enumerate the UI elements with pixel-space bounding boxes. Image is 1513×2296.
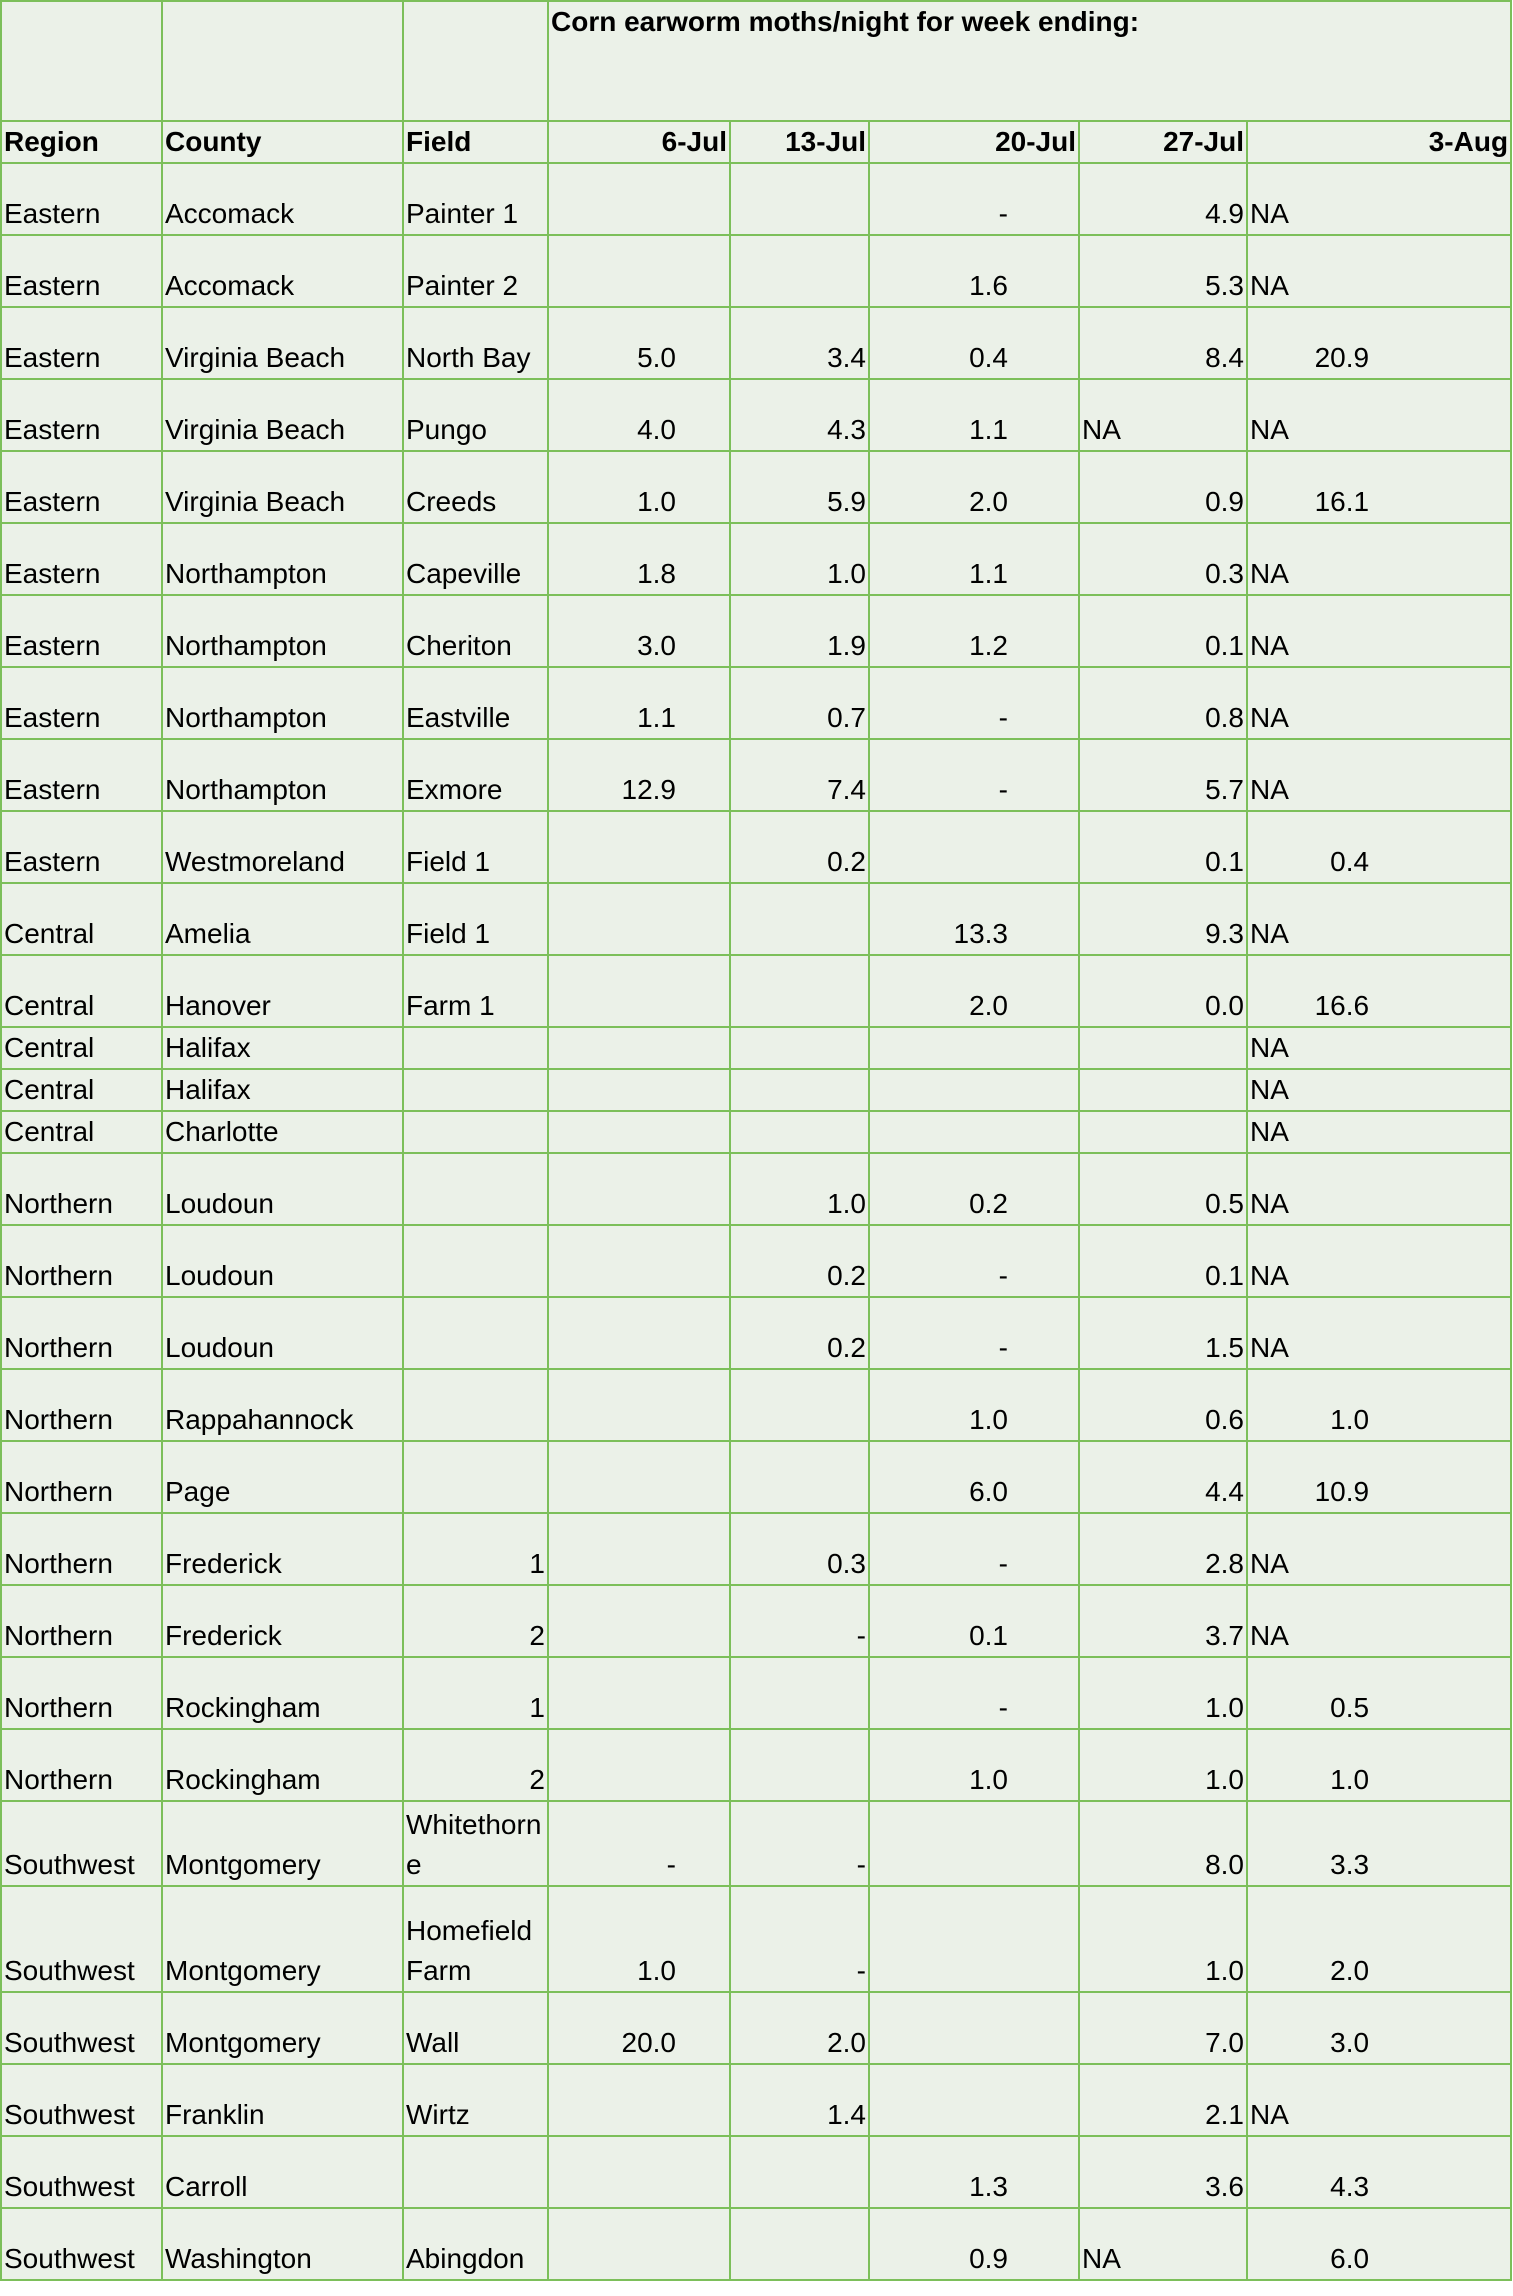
county-cell: Rockingham: [162, 1729, 403, 1801]
table-row: [1, 1992, 1511, 2064]
week-5-value: NA: [1247, 523, 1511, 595]
week-3-value: 1.0: [869, 1369, 1079, 1441]
table-row: [1, 1153, 1511, 1225]
week-2-value: [730, 1111, 869, 1153]
table-row: [1, 1441, 1511, 1513]
field-cell: Farm 1: [403, 955, 548, 1027]
week-2-value: 7.4: [730, 739, 869, 811]
week-1-value: [548, 1297, 730, 1369]
week-5-value: 1.0: [1247, 1369, 1511, 1441]
week-2-value: -: [730, 1801, 869, 1886]
week-4-value: 0.8: [1079, 667, 1247, 739]
region-cell: Northern: [1, 1297, 162, 1369]
week-5-value: 16.1: [1247, 451, 1511, 523]
table-row: [1, 2208, 1511, 2280]
week-1-value: [548, 1441, 730, 1513]
table-row: [1, 1657, 1511, 1729]
week-5-value: 0.5: [1247, 1657, 1511, 1729]
county-cell: Accomack: [162, 163, 403, 235]
field-cell: Field 1: [403, 811, 548, 883]
week-1-value: [548, 1729, 730, 1801]
week-4-value: 1.0: [1079, 1657, 1247, 1729]
week-4-value: [1079, 1069, 1247, 1111]
week-1-value: [548, 1069, 730, 1111]
region-cell: Eastern: [1, 667, 162, 739]
week-4-value: 0.9: [1079, 451, 1247, 523]
week-4-value: 0.1: [1079, 595, 1247, 667]
week-4-value: [1079, 1027, 1247, 1069]
week-5-value: NA: [1247, 1111, 1511, 1153]
week-2-value: [730, 1369, 869, 1441]
region-cell: Eastern: [1, 307, 162, 379]
week-4-value: 3.6: [1079, 2136, 1247, 2208]
region-cell: Eastern: [1, 379, 162, 451]
county-cell: Amelia: [162, 883, 403, 955]
week-2-value: [730, 1657, 869, 1729]
week-1-value: [548, 1153, 730, 1225]
field-cell: 2: [403, 1585, 548, 1657]
table-row: [1, 1886, 1511, 1992]
region-cell: Southwest: [1, 1886, 162, 1992]
week-2-value: 1.0: [730, 523, 869, 595]
table-row: [1, 883, 1511, 955]
week-3-value: 13.3: [869, 883, 1079, 955]
week-1-value: 1.8: [548, 523, 730, 595]
week-5-value: NA: [1247, 1297, 1511, 1369]
week-2-value: 4.3: [730, 379, 869, 451]
field-cell: [403, 1225, 548, 1297]
field-cell: Field 1: [403, 883, 548, 955]
field-cell: 1: [403, 1513, 548, 1585]
week-2-value: 0.2: [730, 1297, 869, 1369]
week-3-value: 1.1: [869, 379, 1079, 451]
field-cell: Eastville: [403, 667, 548, 739]
region-cell: Southwest: [1, 2208, 162, 2280]
week-5-value: NA: [1247, 739, 1511, 811]
field-cell: 1: [403, 1657, 548, 1729]
week-3-value: [869, 1886, 1079, 1992]
week-1-value: 3.0: [548, 595, 730, 667]
field-cell: Wall: [403, 1992, 548, 2064]
week-2-value: -: [730, 1886, 869, 1992]
table-row: [1, 1801, 1511, 1886]
week-2-value: [730, 235, 869, 307]
table-row: [1, 1585, 1511, 1657]
region-cell: Eastern: [1, 739, 162, 811]
week-2-value: 0.2: [730, 1225, 869, 1297]
week-4-value: 2.1: [1079, 2064, 1247, 2136]
week-4-value: 5.7: [1079, 739, 1247, 811]
week-2-value: 0.2: [730, 811, 869, 883]
week-5-value: NA: [1247, 1069, 1511, 1111]
county-cell: Montgomery: [162, 1886, 403, 1992]
week-2-value: [730, 2136, 869, 2208]
county-cell: Carroll: [162, 2136, 403, 2208]
field-cell: North Bay: [403, 307, 548, 379]
week-2-value: 1.4: [730, 2064, 869, 2136]
table-row: [1, 379, 1511, 451]
field-cell: Capeville: [403, 523, 548, 595]
table-row: [1, 523, 1511, 595]
field-cell: [403, 2136, 548, 2208]
week-1-value: [548, 811, 730, 883]
region-cell: Southwest: [1, 2064, 162, 2136]
week-4-value: 1.5: [1079, 1297, 1247, 1369]
week-4-value: 4.9: [1079, 163, 1247, 235]
header-week-5: 3-Aug: [1247, 121, 1511, 163]
region-cell: Northern: [1, 1441, 162, 1513]
week-3-value: 2.0: [869, 955, 1079, 1027]
week-3-value: 0.2: [869, 1153, 1079, 1225]
week-1-value: 4.0: [548, 379, 730, 451]
table-row: [1, 163, 1511, 235]
county-cell: Frederick: [162, 1585, 403, 1657]
week-3-value: 0.4: [869, 307, 1079, 379]
week-2-value: 0.7: [730, 667, 869, 739]
week-5-value: NA: [1247, 1153, 1511, 1225]
week-5-value: NA: [1247, 667, 1511, 739]
week-5-value: 2.0: [1247, 1886, 1511, 1992]
field-cell: [403, 1111, 548, 1153]
field-cell: Painter 1: [403, 163, 548, 235]
week-5-value: 16.6: [1247, 955, 1511, 1027]
week-5-value: 6.0: [1247, 2208, 1511, 2280]
title-row: [1, 1, 1511, 121]
week-2-value: [730, 1441, 869, 1513]
county-cell: Montgomery: [162, 1801, 403, 1886]
region-cell: Southwest: [1, 1992, 162, 2064]
header-week-3: 20-Jul: [869, 121, 1079, 163]
week-5-value: 3.0: [1247, 1992, 1511, 2064]
table-title: Corn earworm moths/night for week ending:: [548, 1, 1511, 121]
county-cell: Loudoun: [162, 1225, 403, 1297]
week-3-value: -: [869, 667, 1079, 739]
region-cell: Central: [1, 1027, 162, 1069]
week-5-value: 0.4: [1247, 811, 1511, 883]
week-1-value: -: [548, 1801, 730, 1886]
field-cell: [403, 1027, 548, 1069]
week-2-value: 5.9: [730, 451, 869, 523]
region-cell: Southwest: [1, 2136, 162, 2208]
header-row: [1, 121, 1511, 163]
county-cell: Virginia Beach: [162, 451, 403, 523]
week-4-value: 7.0: [1079, 1992, 1247, 2064]
table-row: [1, 307, 1511, 379]
week-2-value: [730, 883, 869, 955]
field-cell: 2: [403, 1729, 548, 1801]
region-cell: Central: [1, 1069, 162, 1111]
field-cell: Homefield Farm: [403, 1886, 548, 1992]
week-5-value: NA: [1247, 2064, 1511, 2136]
week-5-value: NA: [1247, 1027, 1511, 1069]
field-cell: Pungo: [403, 379, 548, 451]
week-4-value: 0.1: [1079, 1225, 1247, 1297]
region-cell: Northern: [1, 1369, 162, 1441]
table-row: [1, 595, 1511, 667]
week-2-value: 1.0: [730, 1153, 869, 1225]
table-row: [1, 1297, 1511, 1369]
region-cell: Eastern: [1, 523, 162, 595]
field-cell: Exmore: [403, 739, 548, 811]
region-cell: Northern: [1, 1657, 162, 1729]
week-4-value: 0.6: [1079, 1369, 1247, 1441]
week-5-value: 1.0: [1247, 1729, 1511, 1801]
header-week-2: 13-Jul: [730, 121, 869, 163]
header-county: County: [162, 121, 403, 163]
week-1-value: [548, 2208, 730, 2280]
week-5-value: NA: [1247, 883, 1511, 955]
week-1-value: [548, 1027, 730, 1069]
week-3-value: [869, 1801, 1079, 1886]
table-row: [1, 667, 1511, 739]
week-2-value: -: [730, 1585, 869, 1657]
table-row: [1, 1027, 1511, 1069]
table-row: [1, 2064, 1511, 2136]
week-3-value: 6.0: [869, 1441, 1079, 1513]
week-1-value: 1.0: [548, 451, 730, 523]
week-4-value: 8.4: [1079, 307, 1247, 379]
week-3-value: 0.1: [869, 1585, 1079, 1657]
week-1-value: [548, 1369, 730, 1441]
week-2-value: 0.3: [730, 1513, 869, 1585]
week-4-value: 0.5: [1079, 1153, 1247, 1225]
week-3-value: -: [869, 1297, 1079, 1369]
week-1-value: [548, 1111, 730, 1153]
region-cell: Northern: [1, 1153, 162, 1225]
county-cell: Frederick: [162, 1513, 403, 1585]
county-cell: Northampton: [162, 667, 403, 739]
county-cell: Northampton: [162, 523, 403, 595]
field-cell: [403, 1297, 548, 1369]
region-cell: Northern: [1, 1585, 162, 1657]
field-cell: [403, 1153, 548, 1225]
week-4-value: 4.4: [1079, 1441, 1247, 1513]
table-row: [1, 235, 1511, 307]
header-week-1: 6-Jul: [548, 121, 730, 163]
week-2-value: [730, 2208, 869, 2280]
county-cell: Rappahannock: [162, 1369, 403, 1441]
week-1-value: [548, 235, 730, 307]
week-3-value: [869, 811, 1079, 883]
region-cell: Eastern: [1, 811, 162, 883]
week-2-value: [730, 1069, 869, 1111]
county-cell: Hanover: [162, 955, 403, 1027]
week-2-value: [730, 163, 869, 235]
field-cell: Cheriton: [403, 595, 548, 667]
week-4-value: 0.1: [1079, 811, 1247, 883]
county-cell: Loudoun: [162, 1297, 403, 1369]
field-cell: Creeds: [403, 451, 548, 523]
week-3-value: -: [869, 163, 1079, 235]
week-3-value: 0.9: [869, 2208, 1079, 2280]
week-1-value: 20.0: [548, 1992, 730, 2064]
week-1-value: 12.9: [548, 739, 730, 811]
week-2-value: 1.9: [730, 595, 869, 667]
week-4-value: [1079, 1111, 1247, 1153]
region-cell: Central: [1, 1111, 162, 1153]
week-1-value: 1.1: [548, 667, 730, 739]
week-3-value: [869, 2064, 1079, 2136]
week-5-value: 20.9: [1247, 307, 1511, 379]
week-5-value: NA: [1247, 379, 1511, 451]
week-4-value: 0.0: [1079, 955, 1247, 1027]
county-cell: Westmoreland: [162, 811, 403, 883]
table-row: [1, 1369, 1511, 1441]
week-4-value: 1.0: [1079, 1729, 1247, 1801]
header-week-4: 27-Jul: [1079, 121, 1247, 163]
table-row: [1, 811, 1511, 883]
county-cell: Virginia Beach: [162, 307, 403, 379]
field-cell: Painter 2: [403, 235, 548, 307]
county-cell: Washington: [162, 2208, 403, 2280]
field-cell: Whitethorne: [403, 1801, 548, 1886]
week-5-value: NA: [1247, 1585, 1511, 1657]
table-row: [1, 1111, 1511, 1153]
field-cell: [403, 1369, 548, 1441]
week-3-value: 1.0: [869, 1729, 1079, 1801]
region-cell: Eastern: [1, 595, 162, 667]
field-cell: [403, 1441, 548, 1513]
week-3-value: -: [869, 1657, 1079, 1729]
county-cell: Halifax: [162, 1027, 403, 1069]
county-cell: Page: [162, 1441, 403, 1513]
week-5-value: 3.3: [1247, 1801, 1511, 1886]
week-3-value: 1.2: [869, 595, 1079, 667]
week-3-value: [869, 1027, 1079, 1069]
week-4-value: 1.0: [1079, 1886, 1247, 1992]
week-5-value: NA: [1247, 235, 1511, 307]
week-5-value: NA: [1247, 1513, 1511, 1585]
county-cell: Northampton: [162, 595, 403, 667]
region-cell: Central: [1, 955, 162, 1027]
week-1-value: 1.0: [548, 1886, 730, 1992]
week-5-value: NA: [1247, 1225, 1511, 1297]
table-row: [1, 739, 1511, 811]
region-cell: Northern: [1, 1513, 162, 1585]
week-4-value: 5.3: [1079, 235, 1247, 307]
week-3-value: 1.3: [869, 2136, 1079, 2208]
week-3-value: -: [869, 1225, 1079, 1297]
week-4-value: 3.7: [1079, 1585, 1247, 1657]
week-1-value: 5.0: [548, 307, 730, 379]
week-3-value: 1.6: [869, 235, 1079, 307]
table-row: [1, 1513, 1511, 1585]
week-3-value: 1.1: [869, 523, 1079, 595]
week-1-value: [548, 1513, 730, 1585]
field-cell: Abingdon: [403, 2208, 548, 2280]
table-row: [1, 451, 1511, 523]
header-region: Region: [1, 121, 162, 163]
week-3-value: [869, 1992, 1079, 2064]
county-cell: Northampton: [162, 739, 403, 811]
region-cell: Northern: [1, 1729, 162, 1801]
week-1-value: [548, 1585, 730, 1657]
county-cell: Loudoun: [162, 1153, 403, 1225]
field-cell: Wirtz: [403, 2064, 548, 2136]
region-cell: Eastern: [1, 235, 162, 307]
table-row: [1, 1729, 1511, 1801]
week-2-value: 2.0: [730, 1992, 869, 2064]
county-cell: Franklin: [162, 2064, 403, 2136]
week-2-value: [730, 1729, 869, 1801]
week-1-value: [548, 1225, 730, 1297]
week-4-value: 8.0: [1079, 1801, 1247, 1886]
week-2-value: [730, 1027, 869, 1069]
week-1-value: [548, 955, 730, 1027]
week-2-value: 3.4: [730, 307, 869, 379]
table-row: [1, 2136, 1511, 2208]
week-5-value: NA: [1247, 595, 1511, 667]
week-4-value: NA: [1079, 379, 1247, 451]
field-cell: [403, 1069, 548, 1111]
week-3-value: 2.0: [869, 451, 1079, 523]
week-1-value: [548, 883, 730, 955]
region-cell: Northern: [1, 1225, 162, 1297]
county-cell: Montgomery: [162, 1992, 403, 2064]
table-row: [1, 955, 1511, 1027]
week-5-value: 4.3: [1247, 2136, 1511, 2208]
week-5-value: 10.9: [1247, 1441, 1511, 1513]
week-1-value: [548, 1657, 730, 1729]
county-cell: Charlotte: [162, 1111, 403, 1153]
region-cell: Central: [1, 883, 162, 955]
region-cell: Eastern: [1, 451, 162, 523]
county-cell: Rockingham: [162, 1657, 403, 1729]
week-1-value: [548, 163, 730, 235]
county-cell: Accomack: [162, 235, 403, 307]
week-4-value: 2.8: [1079, 1513, 1247, 1585]
region-cell: Southwest: [1, 1801, 162, 1886]
table-row: [1, 1069, 1511, 1111]
week-5-value: NA: [1247, 163, 1511, 235]
week-4-value: NA: [1079, 2208, 1247, 2280]
week-3-value: -: [869, 1513, 1079, 1585]
week-3-value: [869, 1069, 1079, 1111]
week-2-value: [730, 955, 869, 1027]
week-3-value: -: [869, 739, 1079, 811]
region-cell: Eastern: [1, 163, 162, 235]
header-field: Field: [403, 121, 548, 163]
week-1-value: [548, 2136, 730, 2208]
week-4-value: 9.3: [1079, 883, 1247, 955]
county-cell: Halifax: [162, 1069, 403, 1111]
county-cell: Virginia Beach: [162, 379, 403, 451]
table-row: [1, 1225, 1511, 1297]
week-1-value: [548, 2064, 730, 2136]
week-3-value: [869, 1111, 1079, 1153]
week-4-value: 0.3: [1079, 523, 1247, 595]
